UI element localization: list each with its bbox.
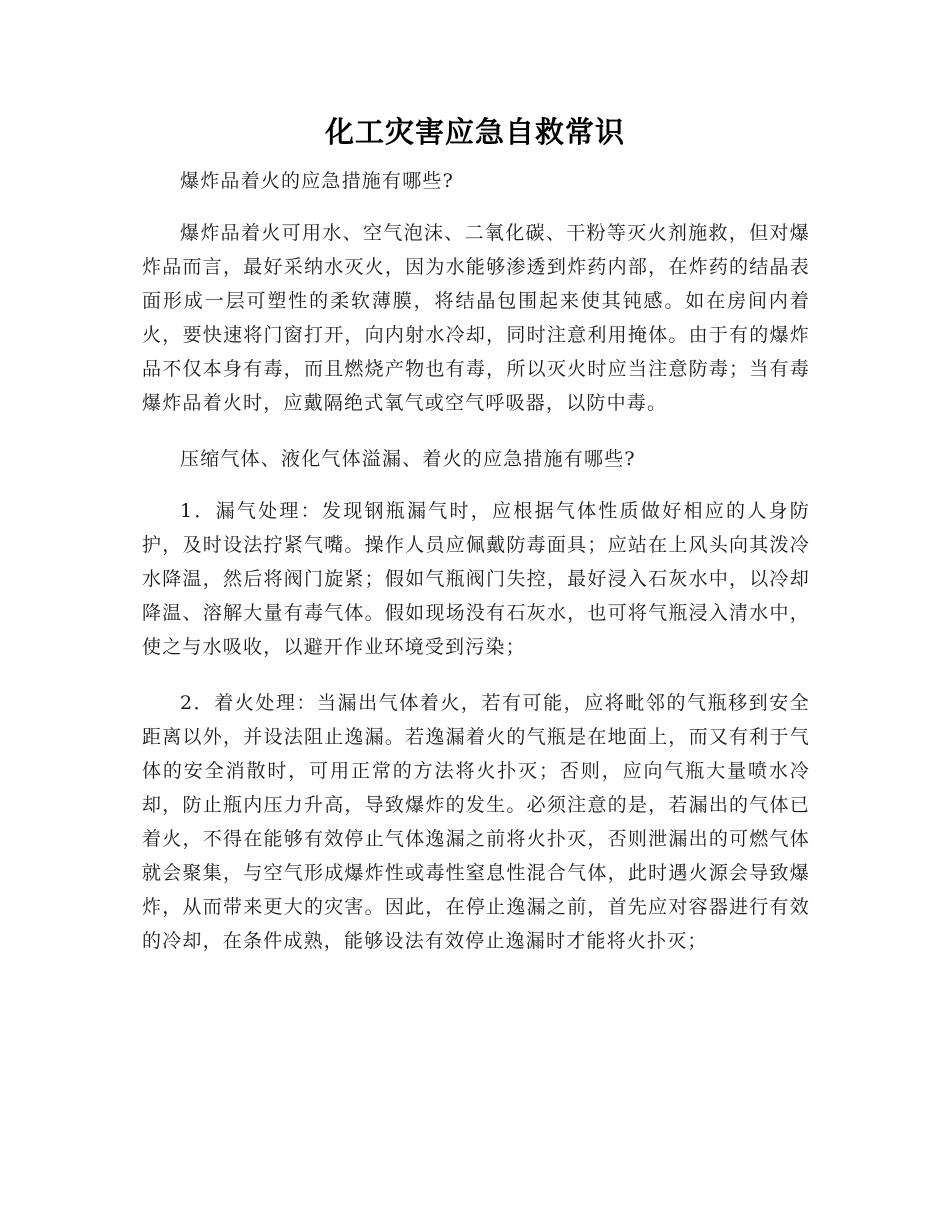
document-title: 化工灾害应急自救常识: [324, 115, 625, 149]
section-question-explosives: 爆炸品着火的应急措施有哪些?: [180, 170, 454, 192]
section-question-gases: 压缩气体、液化气体溢漏、着火的应急措施有哪些?: [180, 448, 636, 470]
paragraph-explosives-answer: 爆炸品着火可用水、空气泡沫、二氧化碳、干粉等灭火剂施救，但对爆炸品而言，最好采纳水灭火，因为水能够渗透到炸药内部，在炸药的结晶表面形成一层可塑性的柔软薄膜，将结晶包围起来使其钝感。如在房间内着火，要快速将门窗打开，向内射水冷却，同时注意利用掩体。由于有的爆炸品不仅本身有毒，而且燃烧产物也有毒，所以灭火时应当注意防毒；当有毒爆炸品着火时，应戴隔绝式氧气或空气呼吸器，以防中毒。: [142, 222, 810, 414]
paragraph-leak-handling: 1．漏气处理：发现钢瓶漏气时，应根据气体性质做好相应的人身防护，及时设法拧紧气嘴。操作人员应佩戴防毒面具；应站在上风头向其泼冷水降温，然后将阀门旋紧；假如气瓶阀门失控，最好浸入石灰水中，以冷却降温、溶解大量有毒气体。假如现场没有石灰水，也可将气瓶浸入清水中，使之与水吸收，以避开作业环境受到污染；: [142, 500, 810, 658]
document-body: [142, 164, 810, 980]
paragraph-fire-handling: 2．着火处理：当漏出气体着火，若有可能，应将毗邻的气瓶移到安全距离以外，并设法阻止逸漏。若逸漏着火的气瓶是在地面上，而又有利于气体的安全消散时，可用正常的方法将火扑灭；否则，应向气瓶大量喷水冷却，防止瓶内压力升高，导致爆炸的发生。必须注意的是，若漏出的气体已着火，不得在能够有效停止气体逸漏之前将火扑灭，否则泄漏出的可燃气体就会聚集，与空气形成爆炸性或毒性窒息性混合气体，此时遇火源会导致爆炸，从而带来更大的灾害。因此，在停止逸漏之前，首先应对容器进行有效的冷却，在条件成熟，能够设法有效停止逸漏时才能将火扑灭；: [142, 692, 810, 952]
